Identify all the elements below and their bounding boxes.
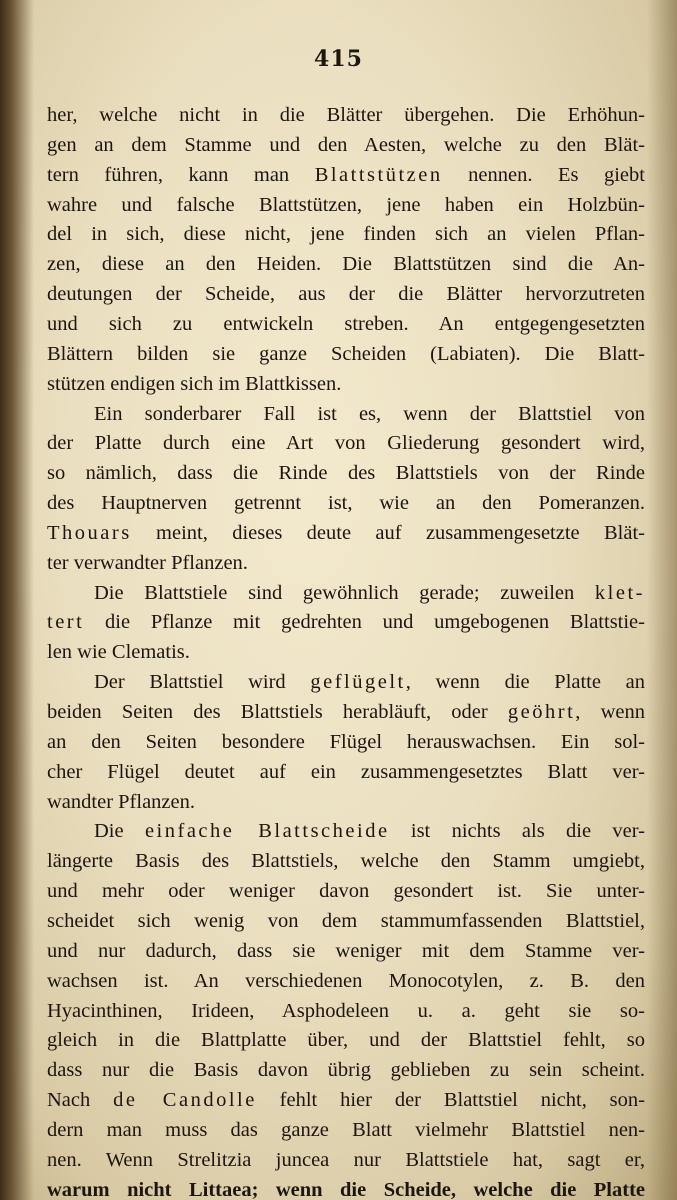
text-line [47,1055,645,1085]
text-line [47,100,645,130]
text-segment: her, welche nicht in die Blätter übergehen. Die Erhöhun- [47,104,645,126]
text-segment: ist nichts als die ver- [389,820,645,843]
text-segment: Der Blattstiel wird [94,671,311,694]
text-segment: ter verwandter Pflanzen. [47,551,248,574]
text-line [47,488,645,518]
text-line [47,1115,645,1145]
emphasized-term: geöhrt [507,701,576,723]
text-segment: wachsen ist. An verschiedenen Monocotylen, z. B. den [47,969,645,992]
text-segment: dern man muss das ganze Blatt vielmehr Blattstiel nen- [47,1118,645,1141]
text-segment: fehlt hier der Blattstiel nicht, son- [256,1089,645,1112]
text-segment: Blättern bilden sie ganze Scheiden (Labiaten). Die Blatt- [47,342,645,365]
emphasized-term: geflügelt [310,671,406,694]
text-line [47,548,645,578]
text-segment: so nämlich, dass die Rinde des Blattstiels von der Rinde [47,462,645,485]
text-segment: gleich in die Blattplatte über, und der Blattstiel fehlt, so [47,1029,645,1052]
text-segment: len wie Clematis. [47,641,190,664]
text-segment: und nur dadurch, dass sie weniger mit dem Stamme ver- [47,939,645,962]
text-line [47,130,645,160]
text-line [47,727,645,757]
text-segment: scheidet sich wenig von dem stammumfassenden Blattstiel, [47,909,645,932]
text-segment: und mehr oder weniger davon gesondert ist. Sie unter- [47,880,645,903]
text-segment: Hyacinthinen, Irideen, Asphodeleen u. a. geht sie so- [47,999,645,1022]
text-line [47,339,645,369]
text-segment: Die Blattstiele sind gewöhnlich gerade; zuweilen [94,581,595,604]
text-line [47,190,645,220]
text-line [47,906,645,936]
emphasized-term: tert [47,611,85,634]
text-line [47,816,645,846]
text-line [47,787,645,817]
text-segment: beiden Seiten des Blattstiels herabläuft, oder [47,701,508,723]
text-line [47,966,645,996]
text-segment: die Pflanze mit gedrehten und umgebogenen Blattstie- [84,611,645,634]
text-segment: Ein sonderbarer Fall ist es, wenn der Blattstiel von [94,402,645,425]
text-line [47,757,645,787]
text-segment: warum nicht Littaea; wenn die Scheide, welche die Platte [47,1178,645,1200]
text-segment: , wenn die Platte an [405,671,645,694]
text-segment: Die [94,820,145,843]
text-line [47,936,645,966]
text-segment: cher Flügel deutet auf ein zusammengesetztes Blatt ver- [47,760,645,783]
text-line [47,458,645,488]
text-line [47,637,645,667]
text-line [47,369,645,399]
text-line [47,996,645,1026]
text-segment: längerte Basis des Blattstiels, welche den Stamm umgiebt, [47,850,645,873]
text-line [47,667,645,697]
text-segment: zen, diese an den Heiden. Die Blattstützen sind die An- [47,253,645,276]
text-line [47,399,645,429]
text-segment: an den Seiten besondere Flügel herauswachsen. Ein sol- [47,730,645,753]
text-segment: Nach [47,1089,114,1112]
text-line [47,279,645,309]
text-line [47,1085,645,1115]
page-number: 415 [314,46,363,72]
text-line [47,249,645,279]
emphasized-term: Blattstützen [314,163,443,186]
emphasized-term: de Candolle [113,1089,257,1112]
text-line [47,1175,645,1200]
text-segment: stützen endigen sich im Blattkissen. [47,372,342,395]
text-segment: dass nur die Basis davon übrig geblieben zu sein scheint. [47,1059,645,1082]
text-segment: wandter Pflanzen. [47,790,195,813]
text-segment: des Hauptnerven getrennt ist, wie an den Pomeranzen. [47,492,645,515]
text-line [47,1145,645,1175]
text-line [47,309,645,339]
text-line [47,160,645,190]
text-segment: meint, dieses deute auf zusammengesetzte Blät- [131,521,645,544]
emphasized-term: einfache Blattscheide [144,820,390,843]
text-segment: und sich zu entwickeln streben. An entgegengesetzten [47,312,645,335]
text-segment: nennen. Es giebt [442,163,645,186]
text-segment: der Platte durch eine Art von Gliederung gesondert wird, [47,432,645,455]
text-segment: nen. Wenn Strelitzia juncea nur Blattstiele hat, sagt er, [47,1148,645,1171]
text-line [47,876,645,906]
page-gutter-shadow [0,0,34,1200]
text-segment: del in sich, diese nicht, jene finden sich an vielen Pflan- [47,223,645,246]
text-segment: tern führen, kann man [47,163,315,186]
text-line [47,578,645,608]
text-segment: wahre und falsche Blattstützen, jene haben ein Holzbün- [47,193,645,216]
text-line [47,697,645,727]
text-segment: gen an dem Stamme und den Aesten, welche zu den Blät- [47,133,645,156]
emphasized-term: klet- [594,581,645,604]
text-line [47,518,645,548]
text-line [47,607,645,637]
text-segment: deutungen der Scheide, aus der die Blätter hervorzutreten [47,283,645,306]
emphasized-term: Thouars [47,521,132,544]
text-line [47,1025,645,1055]
text-segment: , wenn [575,701,646,723]
text-line [47,846,645,876]
page-edge-shadow [647,0,677,1200]
text-line [47,428,645,458]
text-line [47,219,645,249]
